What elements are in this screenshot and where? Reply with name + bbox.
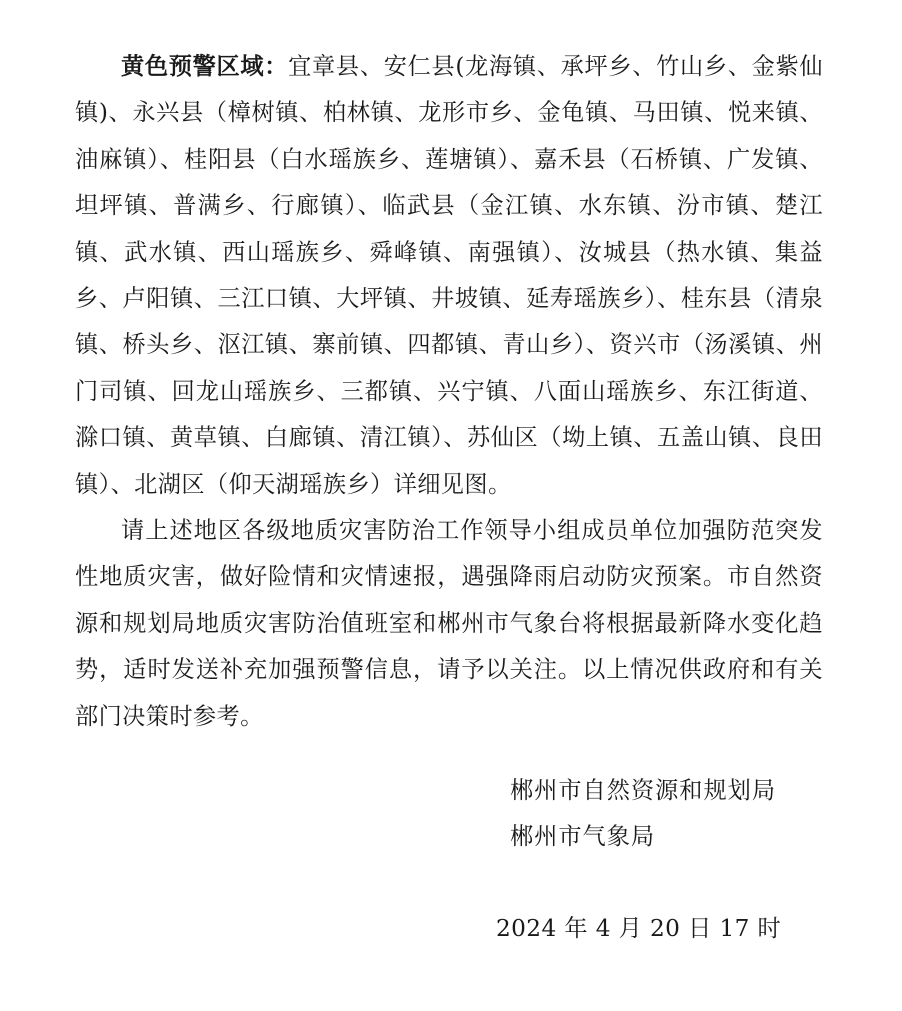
signature-block — [510, 768, 776, 860]
warning-area-paragraph — [75, 44, 823, 508]
document-body — [75, 44, 823, 740]
signature-org-natural-resources: 郴州市自然资源和规划局 — [510, 777, 777, 804]
request-paragraph: 请上述地区各级地质灾害防治工作领导小组成员单位加强防范突发性地质灾害，做好险情和灾情速报，遇强降雨启动防灾预案。市自然资源和规划局地质灾害防治值班室和郴州市气象台将根据最新降水变化趋势，适时发送补充加强预警信息，请予以关注。以上情况供政府和有关部门决策时参考。 — [75, 517, 823, 730]
warning-area-text: 宜章县、安仁县(龙海镇、承坪乡、竹山乡、金紫仙镇)、永兴县（樟树镇、柏林镇、龙形市乡、金龟镇、马田镇、悦来镇、油麻镇）、桂阳县（白水瑶族乡、莲塘镇）、嘉禾县（石桥镇、广发镇、坦坪镇、普满乡、行廊镇）、临武县（金江镇、水东镇、汾市镇、楚江镇、武水镇、西山瑶族乡、舜峰镇、南强镇）、汝城县（热水镇、集益乡、卢阳镇、三江口镇、大坪镇、井坡镇、延寿瑶族乡）、桂东县（清泉镇、桥头乡、沤江镇、寨前镇、四都镇、青山乡）、资兴市（汤溪镇、州门司镇、回龙山瑶族乡、三都镇、兴宁镇、八面山瑶族乡、东江街道、滁口镇、黄草镇、白廊镇、清江镇）、苏仙区（坳上镇、五盖山镇、良田镇）、北湖区（仰天湖瑶族乡）详细见图。 — [75, 53, 823, 498]
signature-org-meteorology: 郴州市气象局 — [510, 823, 656, 850]
issue-date: 2024 年 4 月 20 日 17 时 — [496, 915, 782, 942]
warning-area-label: 黄色预警区域： — [121, 53, 289, 80]
